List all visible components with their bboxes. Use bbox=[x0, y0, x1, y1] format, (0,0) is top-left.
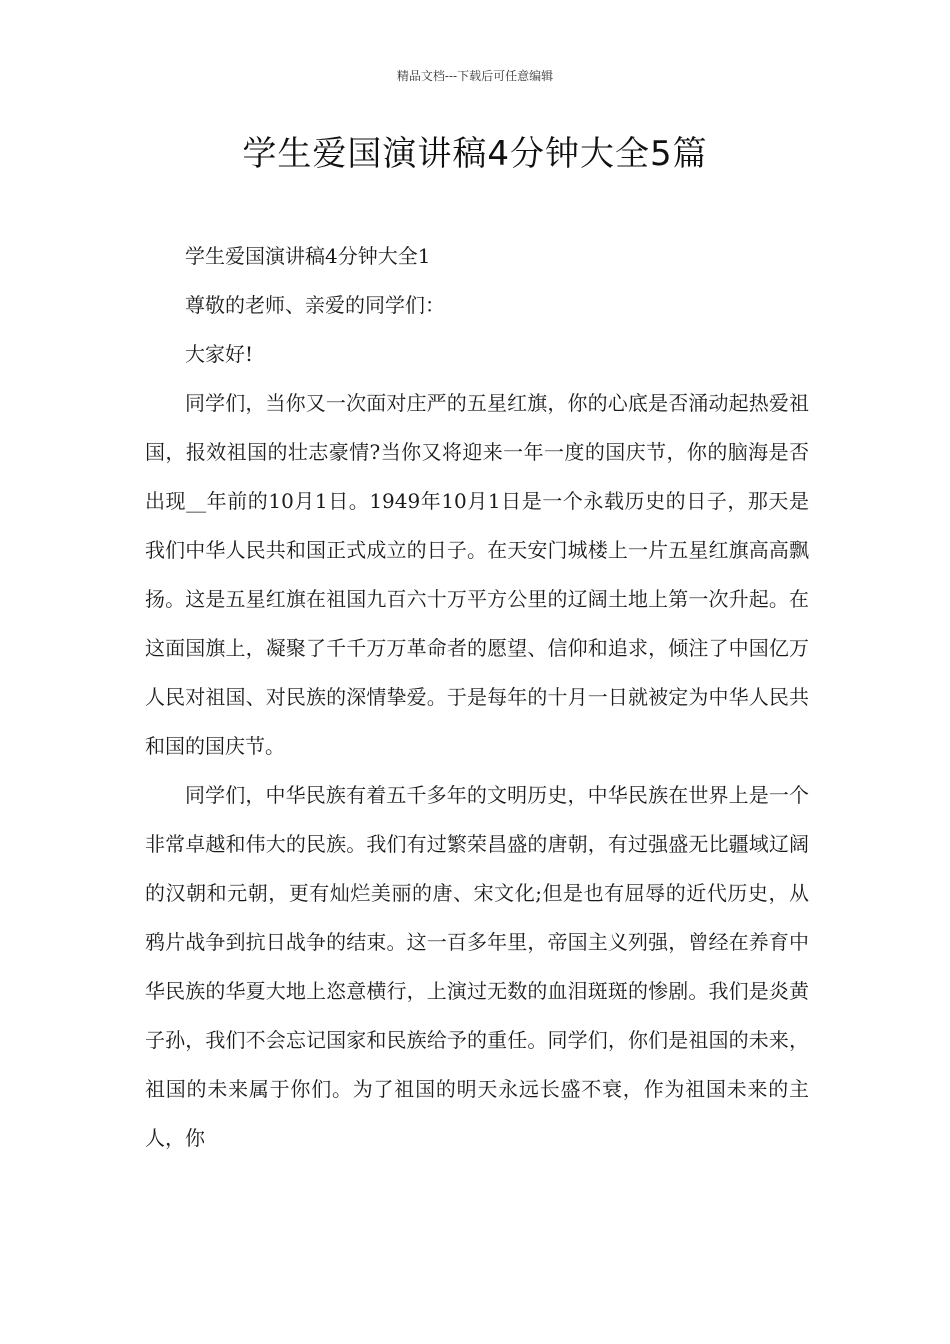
body-paragraph: 同学们，中华民族有着五千多年的文明历史，中华民族在世界上是一个非常卓越和伟大的民族。我们有过繁荣昌盛的唐朝，有过强盛无比疆域辽阔的汉朝和元朝，更有灿烂美丽的唐、宋文化;但是也有屈辱的近代历史，从鸦片战争到抗日战争的结束。这一百多年里，帝国主义列强，曾经在养育中华民族的华夏大地上恣意横行，上演过无数的血泪斑斑的惨剧。我们是炎黄子孙，我们不会忘记国家和民族给予的重任。同学们，你们是祖国的未来，祖国的未来属于你们。为了祖国的明天永远长盛不衰，作为祖国未来的主人，你 bbox=[145, 783, 809, 1150]
page-header-note: 精品文档---下载后可任意编辑 bbox=[396, 69, 554, 83]
salutation: 尊敬的老师、亲爱的同学们： bbox=[185, 293, 445, 317]
body-paragraph: 同学们，当你又一次面对庄严的五星红旗，你的心底是否涌动起热爱祖国，报效祖国的壮志豪情?当你又将迎来一年一度的国庆节，你的脑海是否出现__年前的10月1日。1949年10月1日是一个永载历史的日子，那天是我们中华人民共和国正式成立的日子。在天安门城楼上一片五星红旗高高飘扬。这是五星红旗在祖国九百六十万平方公里的辽阔土地上第一次升起。在这面国旗上，凝聚了千千万万革命者的愿望、信仰和追求，倾注了中国亿万人民对祖国、对民族的深情挚爱。于是每年的十月一日就被定为中华人民共和国的国庆节。 bbox=[145, 391, 809, 758]
document-title: 学生爱国演讲稿4分钟大全5篇 bbox=[242, 134, 708, 174]
document-body bbox=[145, 232, 809, 1163]
greeting: 大家好! bbox=[185, 342, 254, 366]
section-heading: 学生爱国演讲稿4分钟大全1 bbox=[185, 244, 431, 268]
